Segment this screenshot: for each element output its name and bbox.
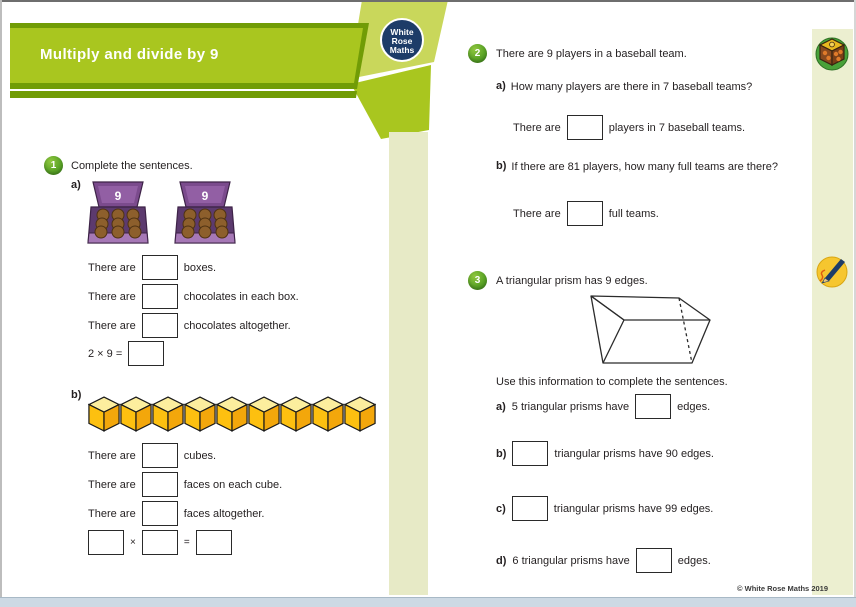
question-2-prompt: There are 9 players in a baseball team.	[496, 48, 687, 60]
part-a-question: How many players are there in 7 baseball teams?	[510, 81, 753, 93]
sentence-post: chocolates altogether.	[183, 319, 291, 332]
cube-icon	[152, 395, 184, 433]
cube-icon	[88, 395, 120, 433]
sentence-pre: There are	[513, 121, 561, 134]
answer-box[interactable]	[512, 441, 548, 466]
window-bottom-bar	[0, 597, 856, 607]
cube-icon	[312, 395, 344, 433]
answer-box[interactable]	[567, 201, 603, 226]
question-3-prompt: A triangular prism has 9 edges.	[496, 275, 648, 287]
answer-box[interactable]	[635, 394, 671, 419]
times-operator: ×	[130, 537, 136, 548]
part-a-label: a)	[496, 80, 506, 92]
sentence-post: faces altogether.	[183, 507, 265, 520]
svg-text:White: White	[390, 27, 414, 37]
cube-icon	[120, 395, 152, 433]
equation-row	[88, 341, 164, 366]
chocolate-box-illustration	[174, 181, 236, 245]
part-d-label: d)	[496, 554, 507, 567]
sentence-post: full teams.	[608, 207, 659, 220]
sentence-row	[88, 501, 264, 526]
answer-row	[513, 115, 745, 140]
question-3-instruction: Use this information to complete the sentences.	[496, 376, 728, 388]
sentence-post: triangular prisms have 90 edges.	[554, 447, 714, 460]
equation-lhs: 2 × 9 =	[88, 347, 123, 360]
part-b-label: b)	[496, 160, 507, 172]
sentence-post: boxes.	[183, 261, 217, 274]
chocolate-box-illustration	[87, 181, 149, 245]
sentence-post: cubes.	[183, 449, 217, 462]
sentence-pre: 6 triangular prisms have	[512, 554, 630, 567]
window-left-border	[0, 0, 2, 607]
page-title: Multiply and divide by 9	[40, 46, 219, 63]
triangular-prism-illustration	[588, 293, 718, 370]
part-row	[496, 441, 714, 466]
sentence-pre: There are	[88, 478, 136, 491]
cube-icon	[280, 395, 312, 433]
question-3-number: 3	[468, 271, 487, 290]
cube-icon	[216, 395, 248, 433]
answer-box[interactable]	[567, 115, 603, 140]
part-row	[496, 394, 710, 419]
part-row	[496, 548, 711, 573]
answer-box[interactable]	[142, 472, 178, 497]
part-c-label: c)	[496, 502, 506, 515]
sentence-post: chocolates in each box.	[183, 290, 299, 303]
part-b-label: b)	[71, 389, 82, 401]
sentence-post: edges.	[677, 400, 711, 413]
equals-operator: =	[183, 537, 190, 548]
sentence-pre: There are	[88, 449, 136, 462]
sentence-pre: There are	[88, 319, 136, 332]
cube-icon	[248, 395, 280, 433]
question-2	[430, 0, 856, 260]
answer-box[interactable]	[196, 530, 232, 555]
sentence-pre: There are	[513, 207, 561, 220]
question-3	[430, 260, 856, 590]
part-row	[496, 496, 713, 521]
answer-box[interactable]	[142, 530, 178, 555]
sentence-pre: 5 triangular prisms have	[511, 400, 630, 413]
sentence-pre: There are	[88, 290, 136, 303]
svg-text:Maths: Maths	[389, 45, 415, 55]
question-1-number: 1	[44, 156, 63, 175]
copyright-notice: © White Rose Maths 2019	[737, 584, 828, 593]
equation-row	[88, 530, 232, 555]
answer-box[interactable]	[142, 255, 178, 280]
question-1-prompt: Complete the sentences.	[71, 160, 193, 172]
sentence-row	[88, 472, 282, 497]
cube-icon	[184, 395, 216, 433]
part-b-label: b)	[496, 447, 507, 460]
answer-box[interactable]	[142, 313, 178, 338]
window-top-border	[0, 0, 856, 2]
answer-box[interactable]	[128, 341, 164, 366]
question-2-number: 2	[468, 44, 487, 63]
sentence-row	[88, 255, 216, 280]
answer-row	[513, 201, 659, 226]
answer-box[interactable]	[142, 443, 178, 468]
answer-box[interactable]	[142, 284, 178, 309]
sentence-row	[88, 443, 216, 468]
sentence-post: triangular prisms have 99 edges.	[553, 502, 714, 515]
sentence-pre: There are	[88, 261, 136, 274]
answer-box[interactable]	[512, 496, 548, 521]
sentence-row	[88, 284, 299, 309]
answer-box[interactable]	[88, 530, 124, 555]
part-b-question: If there are 81 players, how many full teams are there?	[511, 161, 778, 173]
cubes-illustration	[88, 395, 376, 433]
part-a-label: a)	[71, 179, 81, 191]
answer-box[interactable]	[636, 548, 672, 573]
sentence-row	[88, 313, 291, 338]
cube-icon	[344, 395, 376, 433]
answer-box[interactable]	[142, 501, 178, 526]
svg-text:Rose: Rose	[391, 36, 413, 46]
sentence-pre: There are	[88, 507, 136, 520]
sentence-post: edges.	[677, 554, 711, 567]
part-a-label: a)	[496, 400, 506, 413]
sentence-post: players in 7 baseball teams.	[608, 121, 746, 134]
sentence-post: faces on each cube.	[183, 478, 283, 491]
